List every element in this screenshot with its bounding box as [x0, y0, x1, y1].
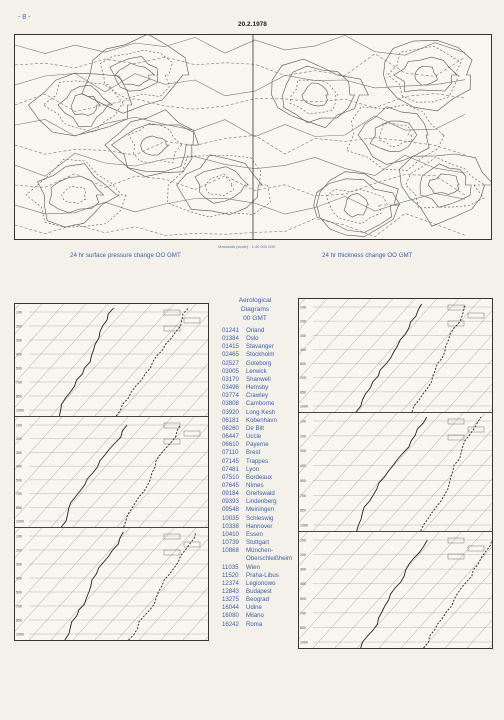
station-name: Stockholm	[246, 351, 275, 359]
station-name: Long Kesh	[246, 408, 276, 416]
station-list	[214, 327, 296, 629]
station-name: München-	[246, 547, 274, 555]
station-name: Payerne	[246, 441, 269, 449]
station-code: 16044	[222, 604, 239, 612]
station-code: 07645	[222, 481, 239, 489]
station-row	[214, 417, 296, 425]
pressure-axis-label: 850	[300, 390, 306, 395]
station-code: 10338	[222, 522, 239, 530]
diagram-column-left	[14, 303, 209, 641]
pressure-axis-label: 500	[300, 362, 306, 367]
station-name: Udine	[246, 604, 262, 612]
station-name: Camborne	[246, 400, 275, 408]
station-code: 06610	[222, 441, 239, 449]
pressure-axis-label: 100	[300, 538, 306, 543]
pressure-axis-label: 200	[300, 553, 306, 558]
station-row	[214, 580, 296, 588]
station-name: Schleswig	[246, 514, 274, 522]
aerological-diagram	[15, 417, 208, 528]
station-name: De Bilt	[246, 424, 264, 432]
station-row	[214, 384, 296, 392]
left-map-caption: 24 hr surface pressure change OO GMT	[70, 252, 181, 259]
station-row	[214, 474, 296, 482]
station-code: 10410	[222, 530, 239, 538]
station-name: Orland	[246, 327, 265, 334]
pressure-axis-label: 100	[300, 419, 306, 424]
station-name: Stavanger	[246, 343, 274, 351]
pressure-axis-label: 850	[16, 394, 22, 399]
pressure-axis-label: 850	[16, 618, 22, 623]
station-name: Hannover	[246, 522, 273, 530]
station-code: 16242	[222, 620, 239, 628]
weather-map-svg	[15, 35, 491, 239]
pressure-axis-label: 300	[16, 338, 22, 343]
station-name: Goteborg	[246, 359, 272, 367]
aerological-diagram	[299, 299, 492, 413]
station-row	[214, 564, 296, 572]
pressure-axis-label: 700	[16, 380, 22, 385]
station-code: 06181	[222, 416, 239, 424]
pressure-axis-label: 850	[300, 625, 306, 630]
page-date: 20.2.1978	[238, 21, 267, 28]
station-name: Shanwell	[246, 375, 271, 383]
sounding-curve	[412, 304, 466, 412]
pressure-axis-label: 200	[16, 324, 22, 329]
station-row	[214, 392, 296, 400]
right-map-caption: 24 hr thickness change OO GMT	[322, 252, 413, 259]
pressure-axis-label: 500	[16, 478, 22, 483]
station-code: 03808	[222, 400, 239, 408]
pressure-axis-label: 400	[16, 576, 22, 581]
station-row	[214, 425, 296, 433]
station-row	[214, 523, 296, 531]
station-name: Brest	[246, 449, 261, 457]
station-name: Uccle	[246, 433, 262, 441]
station-code: 09393	[222, 498, 239, 506]
station-name: Kobenhavn	[246, 416, 277, 424]
pressure-axis-label: 200	[16, 548, 22, 553]
station-row	[214, 360, 296, 368]
station-row	[214, 612, 296, 620]
station-code: 07510	[222, 473, 239, 481]
station-name: Budapest	[246, 588, 272, 595]
sounding-curve	[61, 425, 127, 527]
pressure-axis-label: 400	[16, 352, 22, 357]
pressure-axis-label: 300	[300, 333, 306, 338]
station-code: 09548	[222, 506, 239, 514]
weather-map-panel	[14, 34, 492, 240]
pressure-axis-label: 100	[16, 310, 22, 315]
pressure-axis-label: 1000	[16, 408, 24, 413]
aerological-diagram	[15, 528, 208, 640]
station-name: Oslo	[246, 335, 259, 343]
pressure-axis-label: 300	[16, 450, 22, 455]
station-name: Greifswald	[246, 490, 275, 498]
station-code: 03170	[222, 375, 239, 383]
pressure-axis-label: 700	[300, 493, 306, 498]
legend-title-line2: Diagrams	[240, 306, 270, 313]
station-row	[214, 409, 296, 417]
station-row	[214, 588, 296, 596]
station-row	[214, 506, 296, 514]
station-name: Crawley	[246, 392, 269, 400]
station-name: Meiningen	[246, 506, 275, 514]
station-row	[214, 531, 296, 539]
station-row	[214, 466, 296, 474]
station-row	[214, 441, 296, 449]
station-code: 07145	[222, 457, 239, 465]
pressure-axis-label: 500	[16, 366, 22, 371]
pressure-axis-label: 100	[16, 534, 22, 539]
aerological-legend	[214, 296, 296, 629]
station-row	[214, 351, 296, 359]
pressure-axis-label: 1000	[300, 640, 308, 645]
station-name: Roma	[246, 620, 263, 628]
station-row	[214, 433, 296, 441]
aerological-diagram	[15, 304, 208, 417]
aerological-diagram	[299, 413, 492, 532]
station-code: 03005	[222, 367, 239, 375]
station-code: 09184	[222, 490, 239, 498]
station-name: Lindenberg	[246, 498, 277, 506]
station-row	[214, 621, 296, 629]
station-name: Legionowo	[246, 579, 276, 587]
station-name: Stuttgart	[246, 539, 270, 547]
station-code: 03920	[222, 408, 239, 416]
station-code: 06447	[222, 433, 239, 441]
pressure-axis-label: 200	[300, 319, 306, 324]
pressure-axis-label: 200	[16, 437, 22, 442]
station-name: Oberschleißheim	[246, 555, 293, 563]
sounding-curve	[356, 304, 422, 412]
pressure-axis-label: 100	[16, 423, 22, 428]
pressure-axis-label: 850	[16, 505, 22, 510]
pressure-axis-label: 700	[16, 492, 22, 497]
sounding-curve	[124, 425, 181, 527]
station-row	[214, 498, 296, 506]
station-code	[222, 555, 246, 563]
station-code: 03496	[222, 384, 239, 392]
pressure-axis-label: 500	[300, 596, 306, 601]
station-row	[214, 400, 296, 408]
station-code: 02465	[222, 351, 239, 359]
station-code: 01241	[222, 327, 239, 334]
pressure-axis-label: 1000	[16, 519, 24, 524]
station-code: 06260	[222, 424, 239, 432]
pressure-axis-label: 400	[300, 347, 306, 352]
diagram-column-right	[298, 298, 493, 649]
station-code: 01384	[222, 335, 239, 343]
pressure-axis-label: 100	[300, 305, 306, 310]
legend-title-line1: Aerological	[238, 297, 272, 304]
station-row	[214, 327, 296, 335]
station-row	[214, 596, 296, 604]
station-code: 07110	[222, 449, 239, 457]
station-code: 11520	[222, 571, 239, 579]
station-name: Trappes	[246, 457, 269, 465]
station-name: Wien	[246, 563, 260, 571]
station-row	[214, 547, 296, 555]
pressure-axis-label: 1000	[16, 632, 24, 637]
station-code: 03774	[222, 392, 239, 400]
station-row	[214, 515, 296, 523]
pressure-axis-label: 700	[300, 611, 306, 616]
station-name: Lerwick	[246, 367, 267, 375]
station-row	[214, 376, 296, 384]
pressure-axis-label: 1000	[300, 404, 308, 409]
legend-title-line3: 00 GMT	[243, 315, 267, 322]
station-code: 12374	[222, 579, 239, 587]
station-row	[214, 343, 296, 351]
station-row	[214, 335, 296, 343]
pressure-axis-label: 1000	[300, 523, 308, 528]
station-row	[214, 449, 296, 457]
station-name: Praha-Libus	[246, 571, 279, 579]
pressure-axis-label: 300	[300, 449, 306, 454]
station-row	[214, 539, 296, 547]
station-name: Beograd	[246, 596, 270, 604]
sounding-curve	[421, 417, 481, 531]
pressure-axis-label: 300	[16, 562, 22, 567]
pressure-axis-label: 400	[16, 464, 22, 469]
sounding-curve	[129, 532, 196, 640]
station-code: 01415	[222, 343, 239, 351]
station-name: Lyon	[246, 465, 259, 473]
station-code: 10739	[222, 539, 239, 547]
station-code: 02527	[222, 359, 239, 367]
station-name: Nîmes	[246, 481, 264, 489]
station-row	[214, 604, 296, 612]
page-number: - 8 -	[18, 14, 31, 21]
station-code: 11035	[222, 563, 239, 571]
station-name: Essen	[246, 530, 263, 538]
station-name: Milano	[246, 612, 264, 620]
station-row	[214, 572, 296, 580]
sounding-curve	[65, 532, 124, 640]
pressure-axis-label: 400	[300, 464, 306, 469]
pressure-axis-label: 700	[16, 604, 22, 609]
station-row	[214, 555, 296, 563]
station-row	[214, 458, 296, 466]
station-code: 16080	[222, 612, 239, 620]
pressure-axis-label: 200	[300, 434, 306, 439]
aerological-diagram	[299, 532, 492, 648]
station-code: 12843	[222, 588, 239, 595]
pressure-axis-label: 500	[300, 478, 306, 483]
station-name: Hemsby	[246, 384, 269, 392]
station-code: 10035	[222, 514, 239, 522]
station-code: 10868	[222, 547, 239, 555]
pressure-axis-label: 700	[300, 376, 306, 381]
station-row	[214, 482, 296, 490]
station-row	[214, 490, 296, 498]
pressure-axis-label: 300	[300, 567, 306, 572]
station-name: Bordeaux	[246, 473, 273, 481]
pressure-axis-label: 500	[16, 590, 22, 595]
station-code: 07481	[222, 465, 239, 473]
pressure-axis-label: 400	[300, 582, 306, 587]
sounding-curve	[361, 540, 428, 648]
map-scale-text: Massstab (scale) : 1:40 000 000	[218, 244, 275, 249]
station-row	[214, 368, 296, 376]
station-code: 13275	[222, 596, 239, 604]
pressure-axis-label: 850	[300, 508, 306, 513]
